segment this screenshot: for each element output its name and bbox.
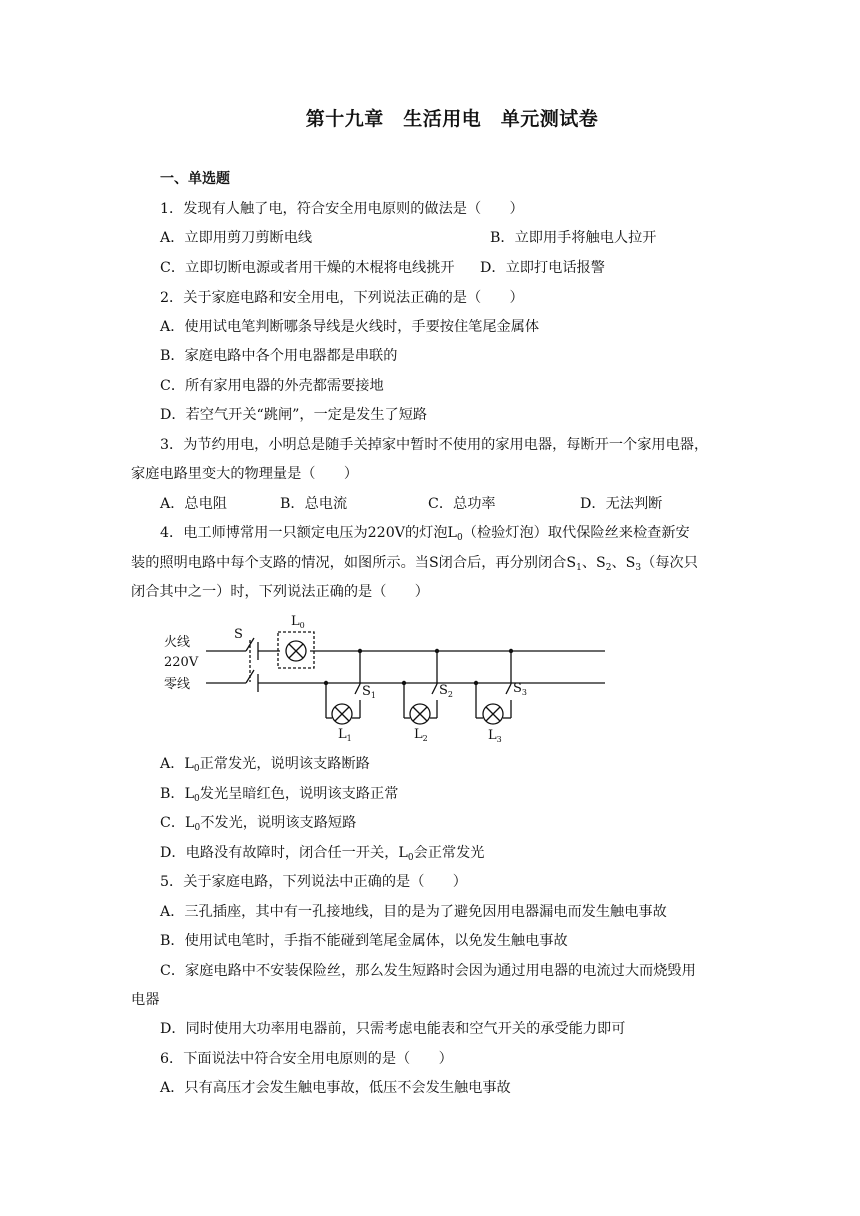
question-4-option-b: B．$L_0$发光呈暗红色，说明该支路正常 bbox=[160, 786, 399, 804]
question-2-option-d: D．若空气开关“跳闸”，一定是发生了短路 bbox=[160, 407, 428, 423]
label-lamp-2: $L_2$ bbox=[414, 727, 428, 743]
question-4-option-d: D．电路没有故障时，闭合任一开关，$L_0$会正常发光 bbox=[160, 845, 485, 863]
question-1-option-a: A．立即用剪刀剪断电线 bbox=[160, 230, 313, 246]
label-switch-2: $S_2$ bbox=[439, 683, 453, 699]
label-test-lamp: $L_0$ bbox=[291, 614, 305, 630]
page-title: 第十九章 生活用电 单元测试卷 bbox=[305, 108, 599, 130]
question-5-stem: 5．关于家庭电路，下列说法中正确的是（ ） bbox=[160, 874, 467, 890]
question-1-option-c: C．立即切断电源或者用干燥的木棍将电线挑开 bbox=[160, 260, 455, 276]
question-2-option-c: C．所有家用电器的外壳都需要接地 bbox=[160, 378, 384, 394]
question-4-stem-line3: 闭合其中之一）时，下列说法正确的是（ ） bbox=[131, 584, 429, 600]
question-5-option-b: B．使用试电笔时，手指不能碰到笔尾金属体，以免发生触电事故 bbox=[160, 933, 568, 949]
label-live-wire: 火线 bbox=[164, 635, 191, 650]
question-1-option-d: D．立即打电话报警 bbox=[480, 260, 605, 276]
section-heading: 一、单选题 bbox=[160, 171, 230, 187]
question-4-stem-line1: 4．电工师博常用一只额定电压为220V的灯泡$L_0$（检验灯泡）取代保险丝来检查新安 bbox=[160, 525, 690, 543]
question-4-option-a: A．$L_0$正常发光，说明该支路断路 bbox=[160, 756, 370, 774]
label-main-switch: S bbox=[234, 627, 243, 642]
question-1-option-b: B．立即用手将触电人拉开 bbox=[490, 230, 657, 246]
circuit-diagram bbox=[150, 608, 620, 748]
question-3-stem-line2: 家庭电路里变大的物理量是（ ） bbox=[131, 466, 359, 482]
question-5-option-a: A．三孔插座，其中有一孔接地线，目的是为了避免因用电器漏电而发生触电事故 bbox=[160, 904, 667, 920]
question-2-stem: 2．关于家庭电路和安全用电，下列说法正确的是（ ） bbox=[160, 290, 524, 306]
question-5-option-c-line2: 电器 bbox=[131, 992, 160, 1008]
question-5-option-d: D．同时使用大功率用电器前，只需考虑电能表和空气开关的承受能力即可 bbox=[160, 1021, 626, 1037]
question-3-option-d: D．无法判断 bbox=[580, 496, 663, 512]
question-3-option-c: C．总功率 bbox=[428, 496, 496, 512]
label-lamp-3: $L_3$ bbox=[488, 728, 502, 744]
question-6-stem: 6．下面说法中符合安全用电原则的是（ ） bbox=[160, 1051, 453, 1067]
question-2-option-b: B．家庭电路中各个用电器都是串联的 bbox=[160, 348, 398, 364]
label-lamp-1: $L_1$ bbox=[338, 727, 352, 743]
label-voltage: 220V bbox=[164, 655, 199, 670]
question-6-option-a: A．只有高压才会发生触电事故，低压不会发生触电事故 bbox=[160, 1080, 511, 1096]
question-2-option-a: A．使用试电笔判断哪条导线是火线时，手要按住笔尾金属体 bbox=[160, 319, 540, 335]
question-3-stem-line1: 3．为节约用电，小明总是随手关掉家中暂时不使用的家用电器，每断开一个家用电器， bbox=[160, 437, 709, 453]
label-neutral-wire: 零线 bbox=[164, 677, 191, 692]
question-4-stem-line2: 装的照明电路中每个支路的情况，如图所示。当S闭合后，再分别闭合$S_1$、$S_2$、$S_3$（每次只 bbox=[131, 555, 698, 573]
question-3-option-a: A．总电阻 bbox=[160, 496, 227, 512]
question-5-option-c-line1: C．家庭电路中不安装保险丝，那么发生短路时会因为通过用电器的电流过大而烧毁用 bbox=[160, 963, 696, 979]
question-3-option-b: B．总电流 bbox=[280, 496, 348, 512]
question-4-option-c: C．$L_0$不发光，说明该支路短路 bbox=[160, 815, 357, 833]
label-switch-3: $S_3$ bbox=[513, 681, 527, 697]
label-switch-1: $S_1$ bbox=[362, 684, 376, 700]
question-1-stem: 1．发现有人触了电，符合安全用电原则的做法是（ ） bbox=[160, 201, 524, 217]
